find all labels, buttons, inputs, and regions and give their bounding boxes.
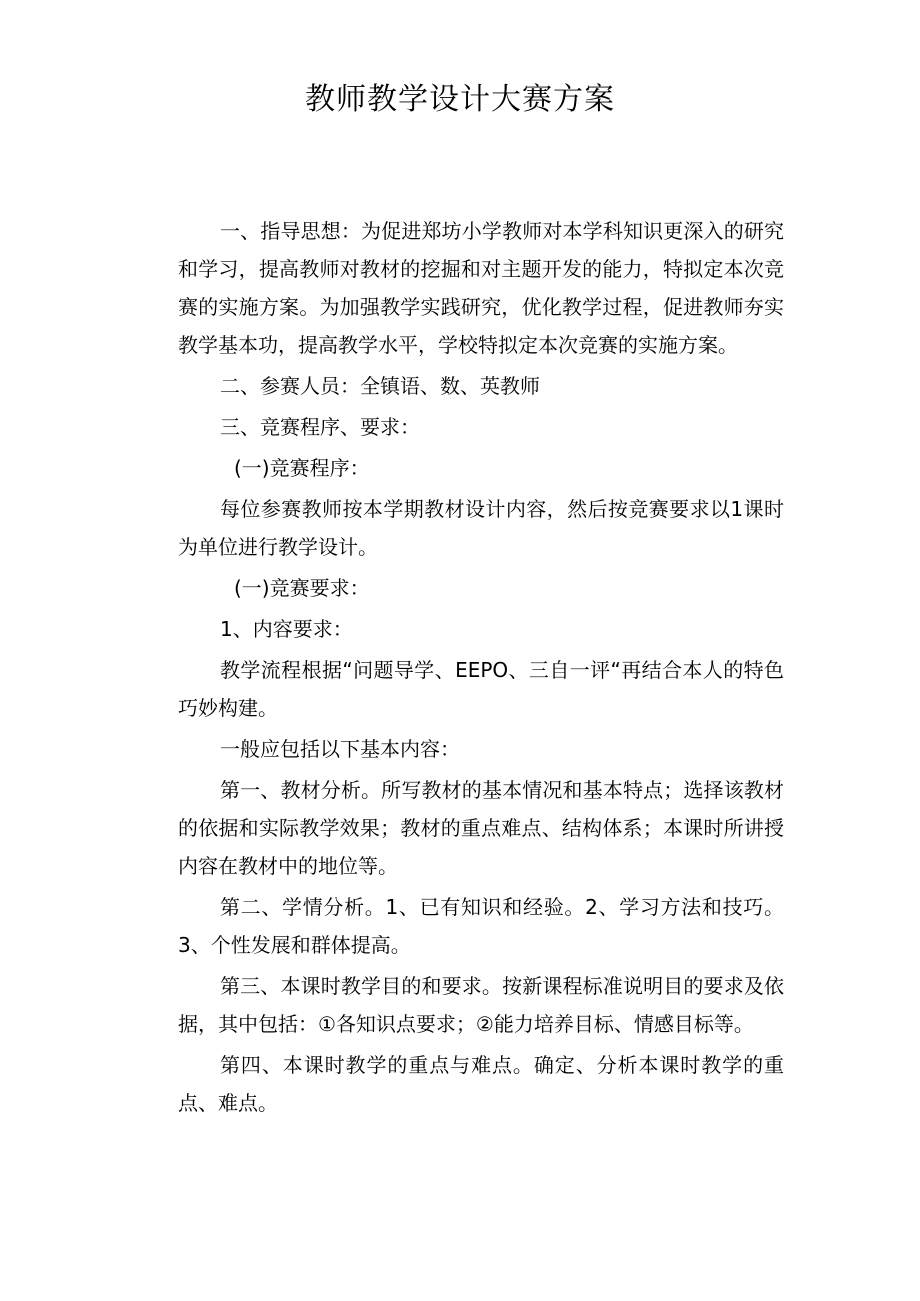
paragraph-participants: 二、参赛人员：全镇语、数、英教师 xyxy=(220,374,540,398)
subheading-competition-procedure: (一)竞赛程序： xyxy=(234,456,370,480)
paragraph-textbook-analysis: 第一、教材分析。所写教材的基本情况和基本特点；选择该教材的依据和实际教学效果；教材的重点难点、结构体系；本课时所讲授内容在教材中的地位等。 xyxy=(178,778,784,878)
paragraph-lesson-objectives: 第三、本课时教学目的和要求。按新课程标准说明目的要求及依据，其中包括：①各知识点要求；②能力培养目标、情感目标等。 xyxy=(178,974,784,1036)
paragraph-learner-analysis: 第二、学情分析。1、已有知识和经验。2、学习方法和技巧。3、个性发展和群体提高。 xyxy=(178,895,784,957)
paragraph-basic-content-intro: 一般应包括以下基本内容： xyxy=(220,737,460,761)
paragraph-content-requirements: 1、内容要求： xyxy=(220,617,353,641)
document-title: 教师教学设计大赛方案 xyxy=(305,82,615,117)
paragraph-guiding-ideology: 一、指导思想：为促进郑坊小学教师对本学科知识更深入的研究和学习，提高教师对教材的挖掘和对主题开发的能力，特拟定本次竞赛的实施方案。为加强教学实践研究，优化教学过程，促进教师夯实教学基本功，提高教学水平，学校特拟定本次竞赛的实施方案。 xyxy=(178,219,784,357)
paragraph-procedure-detail: 每位参赛教师按本学期教材设计内容，然后按竞赛要求以1课时为单位进行教学设计。 xyxy=(178,497,784,559)
subheading-competition-requirements: (一)竞赛要求： xyxy=(234,576,370,600)
document-body xyxy=(178,212,784,1122)
paragraph-procedure-requirements: 三、竞赛程序、要求： xyxy=(220,415,420,439)
paragraph-teaching-flow: 教学流程根据“问题导学、EEPO、三自一评“再结合本人的特色巧妙构建。 xyxy=(178,658,784,720)
paragraph-key-difficult-points: 第四、本课时教学的重点与难点。确定、分析本课时教学的重点、难点。 xyxy=(178,1053,784,1115)
